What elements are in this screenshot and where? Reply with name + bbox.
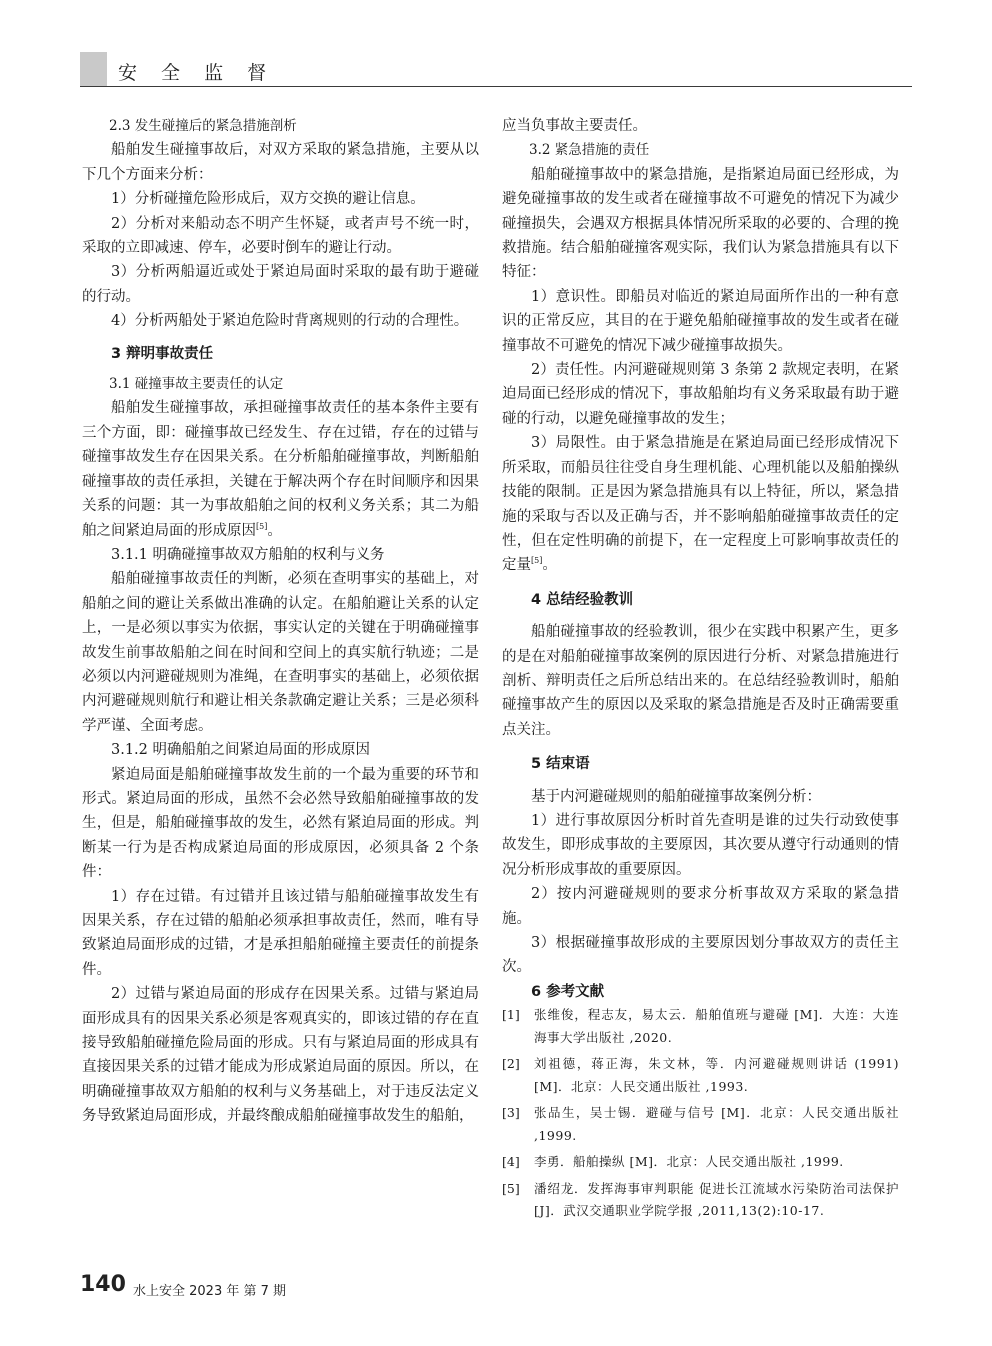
paragraph-text: 船舶发生碰撞事故，承担碰撞事故责任的基本条件主要有三个方面，即：碰撞事故已经发生、存在过错，存在的过错与碰撞事故发生存在因果关系。在分析船舶碰撞事故，判断船舶碰撞事故的责任承担，关键在于解决两个存在时间顺序和因果关系的问题：其一为事故船舶之间的权利义务关系；其二为船舶之间紧迫局面的形成原因 <box>82 400 479 539</box>
paragraph: 船舶发生碰撞事故后，对双方采取的紧急措施，主要从以下几个方面来分析： <box>82 142 479 183</box>
paragraph: 2）分析对来船动态不明产生怀疑，或者声号不统一时，采取的立即减速、停车，必要时倒车的避让行动。 <box>82 215 479 257</box>
citation-mark: [5] <box>256 521 268 531</box>
reference-text: 刘祖德，蒋正海，朱文林，等．内河避碰规则讲话 (1991)[M]．北京：人民交通出版社 ,1993. <box>534 1056 899 1094</box>
right-column <box>502 114 899 1227</box>
paragraph: 紧迫局面是船舶碰撞事故发生前的一个最为重要的环节和形式。紧迫局面的形成，虽然不会必然导致船舶碰撞事故的发生，但是，船舶碰撞事故的发生，必然有紧迫局面的形成。判断某一行为是否构成紧迫局面的形成原因，必须具备 2 个条件： <box>82 766 479 881</box>
paragraph: 船舶碰撞事故责任的判断，必须在查明事实的基础上，对船舶之间的避让关系做出准确的认定。在船舶避让关系的认定上，一是必须以事实为依据，事实认定的关键在于明确碰撞事故发生前事故船舶之间在时间和空间上的真实航行轨迹；二是必须以内河避碰规则为准绳，在查明事实的基础上，必须依据内河避碰规则航行和避让相关条款确定避让关系；三是必须科学严谨、全面考虑。 <box>82 571 479 734</box>
paragraph: 应当负事故主要责任。 <box>502 118 647 134</box>
journal-issue: 水上安全 2023 年 第 7 期 <box>133 1284 287 1299</box>
heading-3: 3 辩明事故责任 <box>111 345 214 362</box>
reference-item <box>502 1053 899 1098</box>
heading-4: 4 总结经验教训 <box>531 591 634 608</box>
header-rule <box>80 86 912 87</box>
subheading-3-1-1: 3.1.1 明确碰撞事故双方船舶的权利与义务 <box>111 546 385 563</box>
reference-text: 张维俊，程志友，易太云．船舶值班与避碰 [M]．大连：大连海事大学出版社 ,2020. <box>534 1007 899 1045</box>
heading-6: 6 参考文献 <box>531 983 605 1000</box>
section-title: 安 全 监 督 <box>118 62 276 84</box>
paragraph: 船舶碰撞事故的经验教训，很少在实践中积累产生，更多的是在对船舶碰撞事故案例的原因进行分析、对紧急措施进行剖析、辩明责任之后所总结出来的。在总结经验教训时，船舶碰撞事故产生的原因以及采取的紧急措施是否及时正确需要重点关注。 <box>502 624 899 738</box>
paragraph: 船舶碰撞事故中的紧急措施，是指紧迫局面已经形成，为避免碰撞事故的发生或者在碰撞事故不可避免的情况下为减少碰撞损失，会遇双方根据具体情况所采取的必要的、合理的挽救措施。结合船舶碰撞客观实际，我们认为紧急措施具有以下特征： <box>502 166 899 281</box>
reference-item <box>502 1102 899 1147</box>
paragraph: 3）根据碰撞事故形成的主要原因划分事故双方的责任主次。 <box>502 935 899 976</box>
subheading-3-1: 3.1 碰撞事故主要责任的认定 <box>109 376 284 393</box>
reference-list <box>502 1004 899 1223</box>
paragraph: 1）进行事故原因分析时首先查明是谁的过失行动致使事故发生，即形成事故的主要原因，其次要从遵守行动通则的情况分析形成事故的重要原因。 <box>502 812 899 878</box>
reference-number: [1] <box>502 1007 520 1023</box>
left-column <box>82 114 479 1129</box>
paragraph-text: 3）局限性。由于紧急措施是在紧迫局面已经形成情况下所采取，而船员往往受自身生理机能、心理机能以及船舶操纵技能的限制。正是因为紧急措施具有以上特征，所以，紧急措施的采取与否以及正确与否，并不影响船舶碰撞事故责任的定性，但在定性明确的前提下，在一定程度上可影响事故责任的定量 <box>502 435 899 574</box>
subheading-3-1-2: 3.1.2 明确船舶之间紧迫局面的形成原因 <box>111 742 371 759</box>
paragraph-end: 。 <box>267 522 282 539</box>
paragraph: 2）按内河避碰规则的要求分析事故双方采取的紧急措施。 <box>502 886 899 927</box>
reference-number: [4] <box>502 1154 520 1170</box>
reference-number: [5] <box>502 1180 520 1196</box>
paragraph <box>502 431 899 577</box>
paragraph-end: 。 <box>542 557 557 574</box>
paragraph: 3）分析两船逼近或处于紧迫局面时采取的最有助于避碰的行动。 <box>82 264 479 305</box>
reference-item <box>502 1004 899 1049</box>
reference-number: [2] <box>502 1056 520 1072</box>
paragraph: 基于内河避碰规则的船舶碰撞事故案例分析： <box>531 788 821 805</box>
reference-text: 张品生，吴士锡．避碰与信号 [M]．北京：人民交通出版社 ,1999. <box>534 1105 899 1143</box>
heading-5: 5 结束语 <box>531 756 590 773</box>
page-number: 140 <box>80 1272 126 1297</box>
reference-item <box>502 1151 899 1174</box>
subheading-2-3: 2.3 发生碰撞后的紧急措施剖析 <box>109 118 297 134</box>
paragraph: 4）分析两船处于紧迫危险时背离规则的行动的合理性。 <box>111 313 469 330</box>
paragraph: 2）过错与紧迫局面的形成存在因果关系。过错与紧迫局面形成具有的因果关系必须是客观真实的，即该过错的存在直接导致船舶碰撞危险局面的形成。只有与紧迫局面的形成具有直接因果关系的过错才能成为形成紧迫局面的原因。所以，在明确碰撞事故双方船舶的权利与义务基础上，对于违反法定义务导致紧迫局面形成，并最终酿成船舶碰撞事故发生的船舶， <box>82 986 479 1125</box>
paragraph: 2）责任性。内河避碰规则第 3 条第 2 款规定表明，在紧迫局面已经形成的情况下，事故船舶均有义务采取最有助于避碰的行动，以避免碰撞事故的发生； <box>502 362 899 427</box>
reference-item <box>502 1178 899 1223</box>
paragraph: 1）分析碰撞危险形成后，双方交换的避让信息。 <box>111 191 425 208</box>
paragraph: 1）存在过错。有过错并且该过错与船舶碰撞事故发生有因果关系，存在过错的船舶必须承担事故责任，然而，唯有导致紧迫局面形成的过错，才是承担船舶碰撞主要责任的前提条件。 <box>82 888 479 978</box>
paragraph: 1）意识性。即船员对临近的紧迫局面所作出的一种有意识的正常反应，其目的在于避免船舶碰撞事故的发生或者在碰撞事故不可避免的情况下减少碰撞事故损失。 <box>502 288 899 354</box>
subheading-3-2: 3.2 紧急措施的责任 <box>529 142 650 159</box>
reference-text: 李勇．船舶操纵 [M]．北京：人民交通出版社 ,1999. <box>534 1154 844 1170</box>
paragraph <box>82 396 479 542</box>
reference-number: [3] <box>502 1105 520 1121</box>
citation-mark: [5] <box>531 556 543 566</box>
header-grey-block <box>80 52 107 86</box>
reference-text: 潘绍龙．发挥海事审判职能 促进长江流域水污染防治司法保护 [J]．武汉交通职业学院学报 ,2011,13(2):10-17. <box>534 1180 899 1219</box>
